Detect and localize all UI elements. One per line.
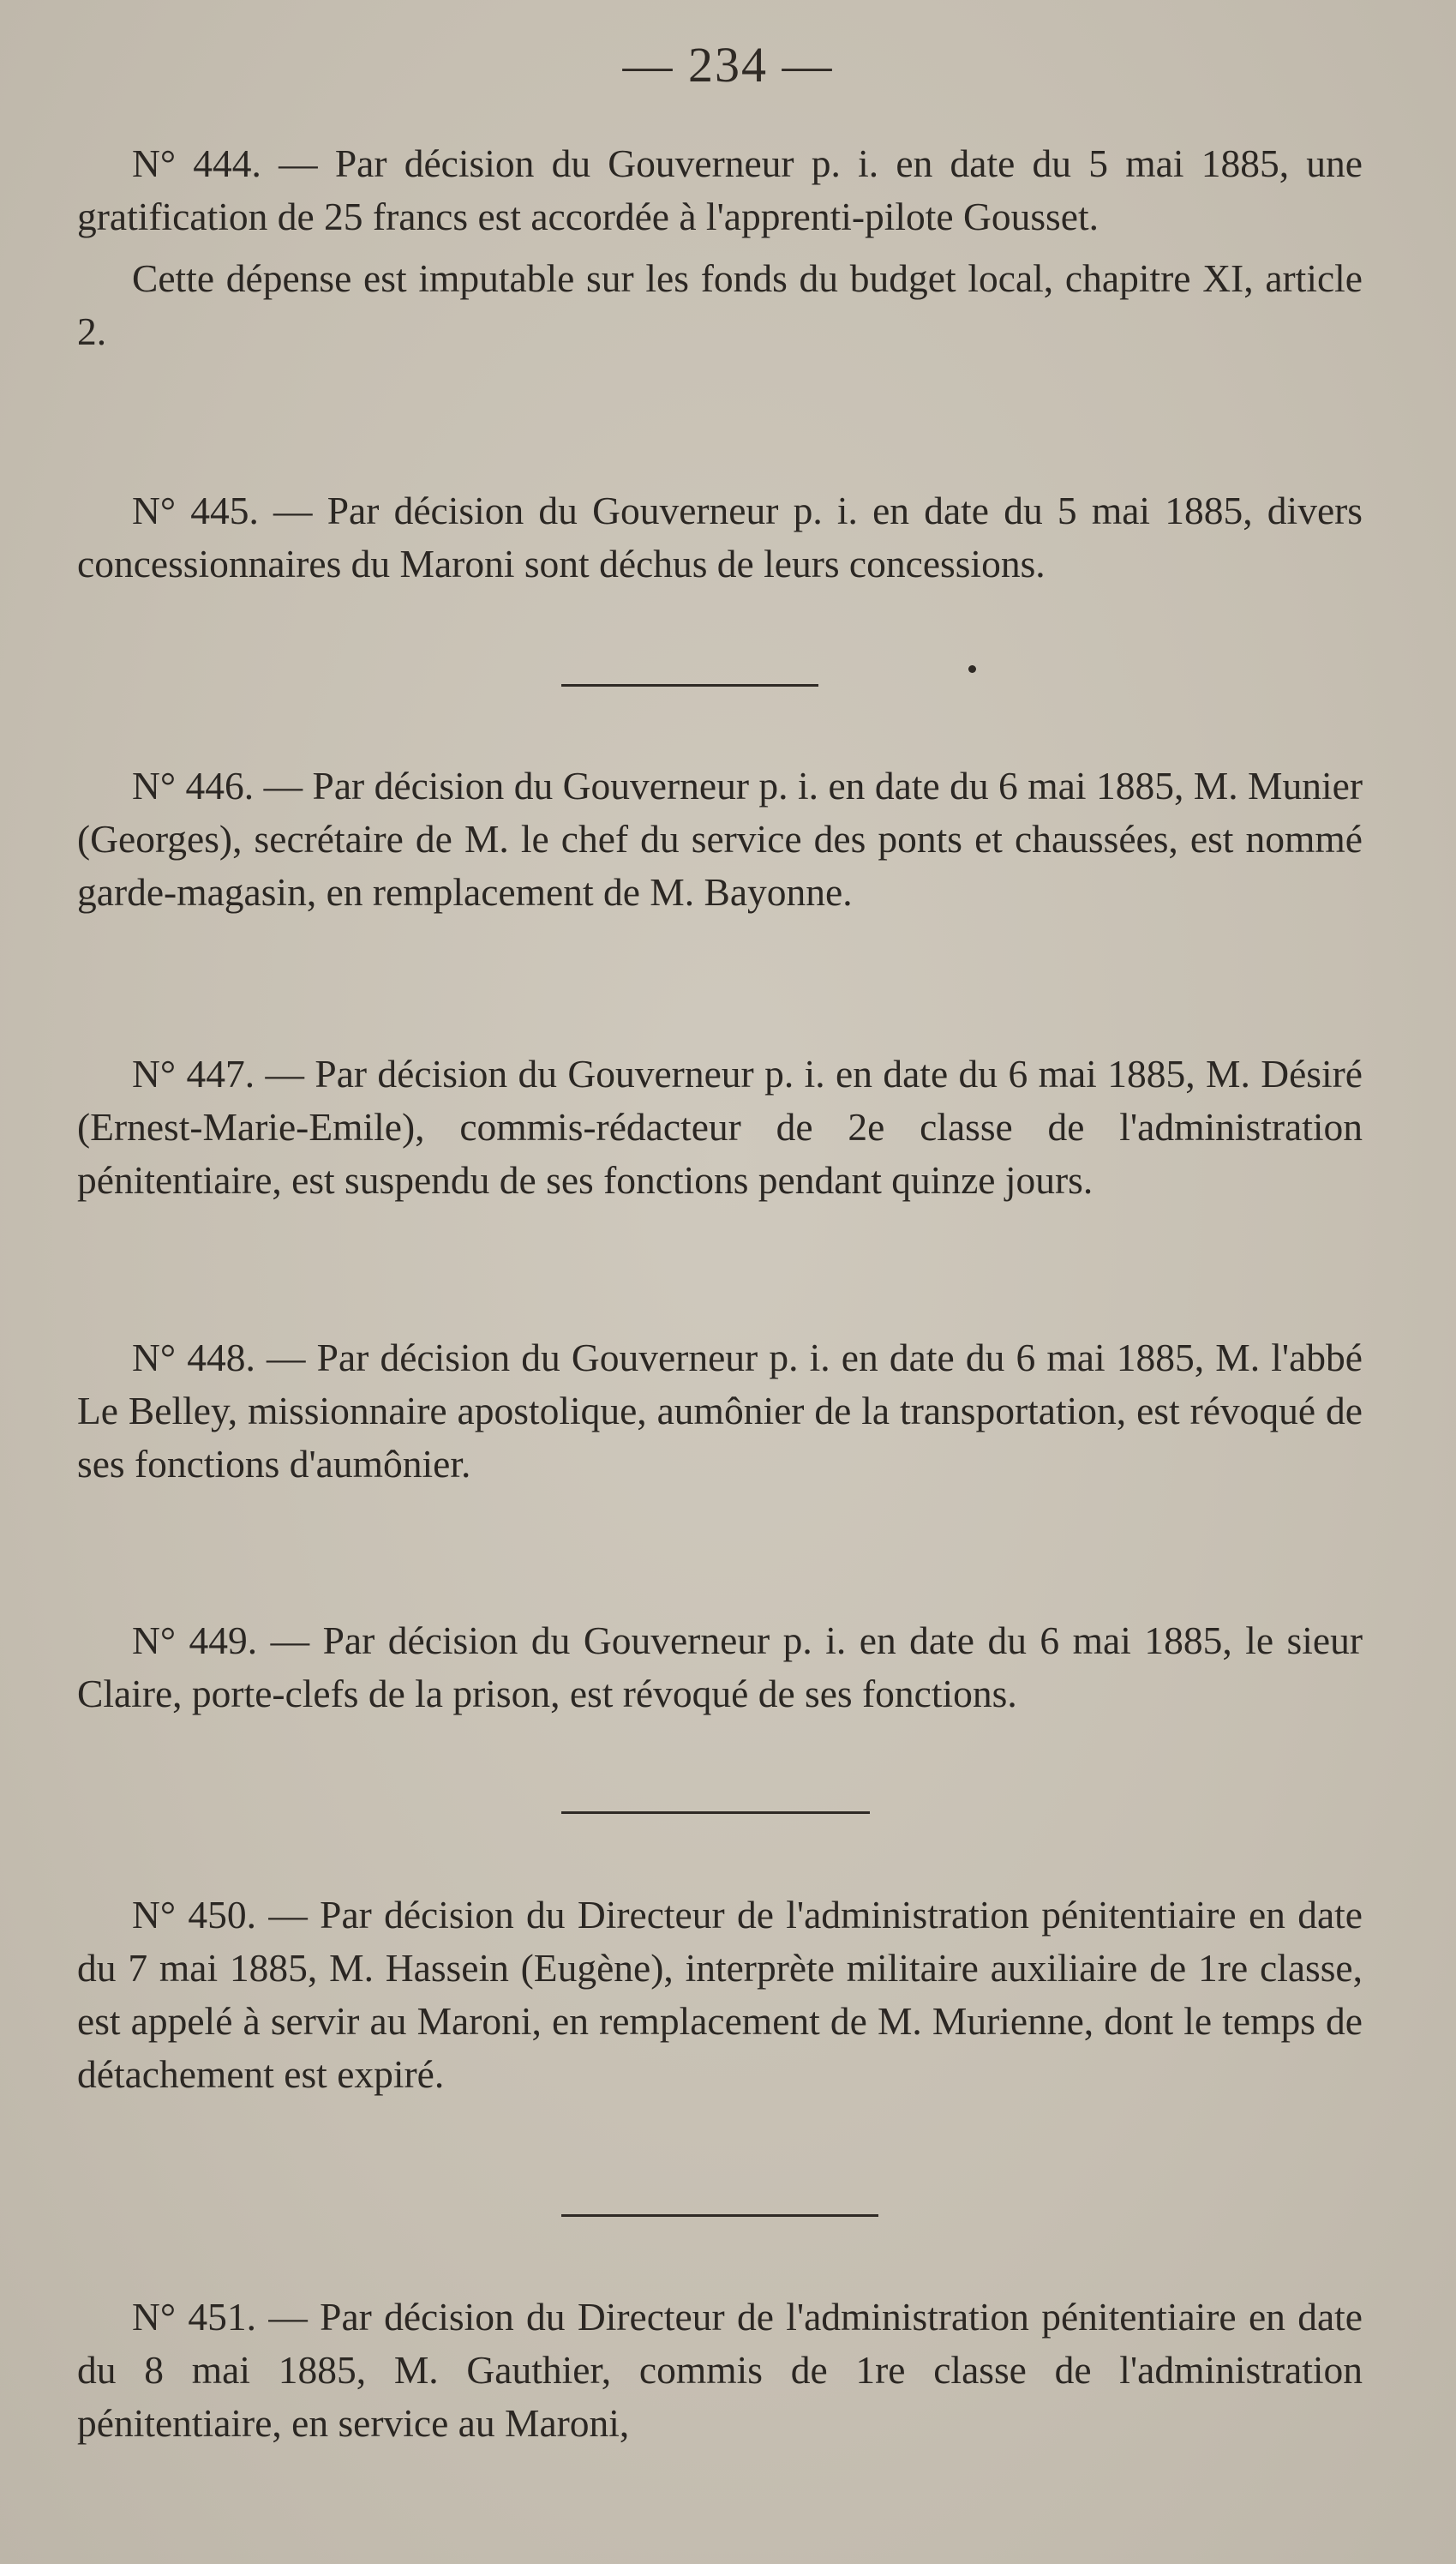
- separator-rule: [561, 684, 818, 687]
- page-number: — 234 —: [622, 37, 834, 93]
- entry-448: [77, 1331, 1363, 1491]
- entry-447: [77, 1048, 1363, 1207]
- entry-paragraph: N° 451. — Par décision du Directeur de l'administration pénitentiaire en date du 8 mai 1885, M. Gauthier, commis de 1re classe de l'administration pénitentiaire, en service au Maroni,: [77, 2295, 1363, 2445]
- entry-449: [77, 1614, 1363, 1720]
- entry-paragraph: N° 448. — Par décision du Gouverneur p. i. en date du 6 mai 1885, M. l'abbé Le Belley, missionnaire apostolique, aumônier de la transportation, est révoqué de ses fonctions d'aumônier.: [77, 1336, 1363, 1486]
- entry-paragraph: N° 446. — Par décision du Gouverneur p. i. en date du 6 mai 1885, M. Munier (Georges), secrétaire de M. le chef du service des ponts et chaussées, est nommé garde-magasin, en remplacement de M. Bayonne.: [77, 764, 1363, 914]
- entry-444: [77, 137, 1363, 358]
- entry-paragraph: Cette dépense est imputable sur les fonds du budget local, chapitre XI, article 2.: [77, 256, 1363, 353]
- entry-paragraph: N° 447. — Par décision du Gouverneur p. i. en date du 6 mai 1885, M. Désiré (Ernest-Marie-Emile), commis-rédacteur de 2e classe de l'administration pénitentiaire, est suspendu de ses fonctions pendant quinze jours.: [77, 1052, 1363, 1202]
- entry-paragraph: N° 450. — Par décision du Directeur de l'administration pénitentiaire en date du 7 mai 1885, M. Hassein (Eugène), interprète militaire auxiliaire de 1re classe, est appelé à servir au Maroni, en remplacement de M. Murienne, dont le temps de détachement est expiré.: [77, 1893, 1363, 2096]
- entry-445: [77, 484, 1363, 591]
- separator-rule: [561, 2214, 878, 2217]
- entry-paragraph: N° 449. — Par décision du Gouverneur p. i. en date du 6 mai 1885, le sieur Claire, porte-clefs de la prison, est révoqué de ses fonctions.: [77, 1618, 1363, 1715]
- separator-rule: [561, 1811, 870, 1814]
- print-speck: [968, 665, 976, 673]
- entry-451: [77, 2291, 1363, 2450]
- entry-450: [77, 1888, 1363, 2101]
- entry-paragraph: N° 445. — Par décision du Gouverneur p. i. en date du 5 mai 1885, divers concessionnaires du Maroni sont déchus de leurs concessions.: [77, 489, 1363, 585]
- entry-446: [77, 760, 1363, 919]
- entry-paragraph: N° 444. — Par décision du Gouverneur p. i. en date du 5 mai 1885, une gratification de 25 francs est accordée à l'apprenti-pilote Gousset.: [77, 141, 1363, 238]
